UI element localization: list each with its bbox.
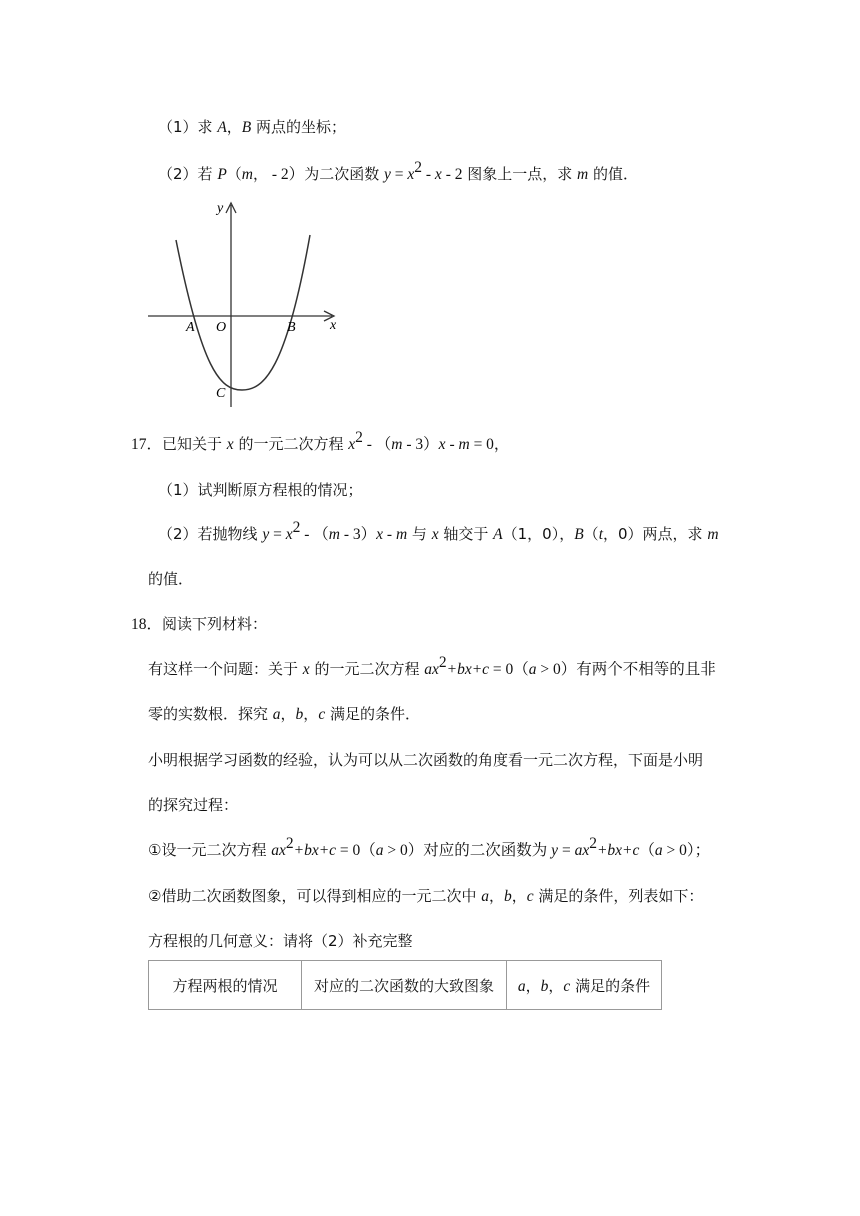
q18-line7: 方程根的几何意义：请将（2）补充完整 bbox=[148, 932, 413, 950]
q16-part2: （2）若 P（m， ‑ 2）为二次函数 $y = x^2$ ‑ x ‑ 2 图象上一点，求 m 的值． bbox=[158, 159, 639, 183]
point-b-label: B bbox=[287, 320, 296, 335]
q18-line3: 小明根据学习函数的经验，认为可以从二次函数的角度看一元二次方程，下面是小明 bbox=[148, 751, 704, 769]
y-axis-label: y bbox=[217, 201, 224, 216]
q18-step2: ②借助二次函数图象，可以得到相应的一元二次中 a，b，c 满足的条件，列表如下： bbox=[148, 887, 704, 905]
parabola-curve bbox=[176, 235, 310, 390]
q18-line1: 有这样一个问题：关于 x 的一元二次方程 $ax^2+bx+c = 0(a > 0)$有两个不相等的且非 bbox=[148, 654, 716, 678]
q16-part1: （1）求 A，B 两点的坐标； bbox=[158, 118, 347, 136]
point-a-label: A bbox=[186, 320, 195, 335]
x-axis-label: x bbox=[330, 318, 337, 333]
q18-line4: 的探究过程： bbox=[148, 796, 239, 814]
q17-stem: 17．已知关于 x 的一元二次方程 $x^2$ ‑ （m ‑ 3）x ‑ m = 0， bbox=[131, 429, 510, 453]
conditions-table bbox=[148, 960, 662, 1010]
table-header-conditions: a，b，c 满足的条件 bbox=[507, 961, 662, 1010]
q17-part2-continued: 的值． bbox=[148, 570, 194, 588]
q18-step1: ①设一元二次方程 $ax^2+bx+c = 0(a > 0)$对应的二次函数为 $y = ax^2+bx+c(a > 0)$； bbox=[148, 835, 711, 859]
parabola-graph bbox=[140, 195, 360, 425]
q17-part1: （1）试判断原方程根的情况； bbox=[158, 481, 363, 499]
q17-part2: （2）若抛物线 $y = x^2$ ‑ （m ‑ 3）x ‑ m 与 x 轴交于 A（1，0），B（t，0）两点，求 m bbox=[158, 519, 719, 543]
table-header-row bbox=[149, 961, 662, 1010]
point-c-label: C bbox=[216, 386, 226, 401]
table-header-roots: 方程两根的情况 bbox=[149, 961, 302, 1010]
q18-title: 18．阅读下列材料： bbox=[131, 615, 268, 633]
origin-label: O bbox=[216, 320, 227, 335]
table-header-graph: 对应的二次函数的大致图象 bbox=[302, 961, 507, 1010]
q18-line2: 零的实数根．探究 a，b，c 满足的条件． bbox=[148, 705, 420, 723]
